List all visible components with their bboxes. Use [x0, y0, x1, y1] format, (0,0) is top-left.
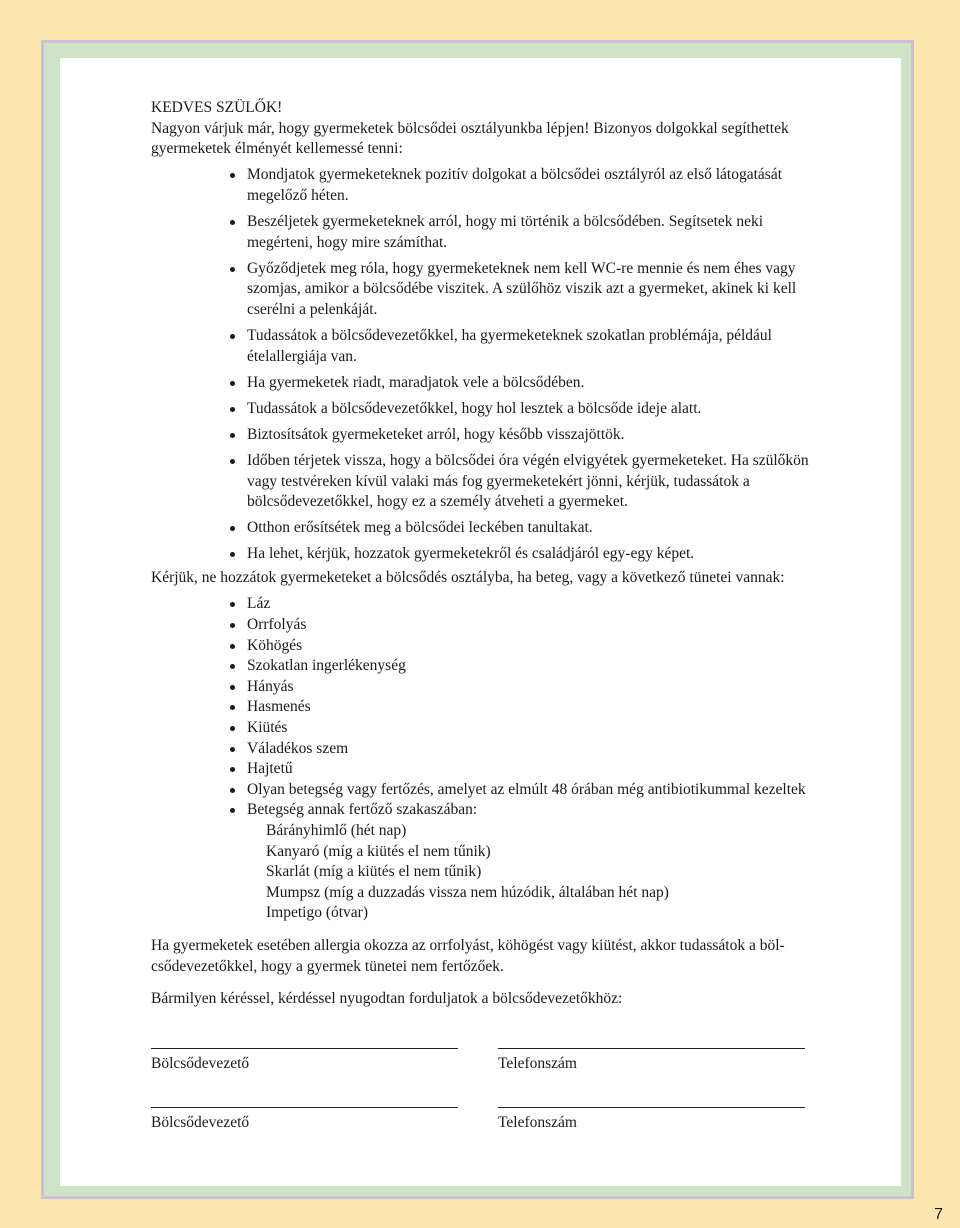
list-item: Ha lehet, kérjük, hozzatok gyermeketekről és családjáról egy-egy képet.	[151, 544, 811, 565]
list-item: Hasmenés	[151, 697, 811, 718]
list-item: Skarlát (míg a kiütés el nem tűnik)	[266, 863, 482, 881]
list-item: Győződjetek meg róla, hogy gyermeketeknek nem kell WC-re mennie és nem éhes vagy szomjas, amikor a bölcsődébe viszitek. A szülőhöz viszik azt a gyermeket, akinek ki kell cserélni a pelenkáját.	[151, 259, 811, 321]
list-item: Bárányhimlő (hét nap)	[266, 822, 407, 839]
supervisor-label: Bölcsődevezető	[151, 1114, 250, 1131]
phone-label: Telefonszám	[498, 1055, 577, 1072]
contagious-diseases-list	[151, 821, 811, 924]
allergy-note: Ha gyermeketek esetében allergia okozza az orrfolyást, köhögést vagy kiütést, akkor tudassátok a bölcsődevezetőkkel, hogy a gyermek tünetei nem fertőzőek.	[151, 936, 785, 975]
list-item: Hányás	[151, 677, 811, 698]
tips-list	[151, 165, 811, 565]
list-item: Tudassátok a bölcsődevezetőkkel, ha gyermeketeknek szokatlan problémája, például ételallergiája van.	[151, 326, 811, 367]
list-item: Olyan betegség vagy fertőzés, amelyet az elmúlt 48 órában még antibiotikummal kezeltek	[151, 780, 811, 801]
contact-note: Bármilyen kéréssel, kérdéssel nyugodtan forduljatok a bölcsődevezetőkhöz:	[151, 990, 623, 1008]
list-item: Kanyaró (míg a kiütés el nem tűnik)	[266, 842, 491, 860]
intro-paragraph: Nagyon várjuk már, hogy gyermeketek bölcsődei osztályunkba lépjen! Bizonyos dolgokkal segíthettek gyermeketek élményét kellemessé tenni:	[151, 119, 789, 158]
symptoms-list	[151, 594, 811, 821]
list-item: Váladékos szem	[151, 739, 811, 760]
list-item: Ha gyermeketek riadt, maradjatok vele a bölcsődében.	[151, 373, 811, 394]
phone-label: Telefonszám	[498, 1114, 577, 1131]
list-item: Szokatlan ingerlékenység	[151, 656, 811, 677]
list-item: Köhögés	[151, 636, 811, 657]
phone-signature-line[interactable]	[498, 1048, 805, 1073]
list-item: Kiütés	[151, 718, 811, 739]
list-item: Tudassátok a bölcsődevezetőkkel, hogy hol lesztek a bölcsőde ideje alatt.	[151, 399, 811, 420]
list-item: Mumpsz (míg a duzzadás vissza nem húzódik, általában hét nap)	[266, 883, 669, 901]
list-item: Betegség annak fertőző szakaszában:	[151, 800, 811, 821]
list-item: Impetigo (ótvar)	[266, 904, 369, 922]
list-item: Láz	[151, 594, 811, 615]
list-item: Otthon erősítsétek meg a bölcsődei leckében tanultakat.	[151, 518, 811, 539]
list-item: Biztosítsátok gyermeketeket arról, hogy később visszajöttök.	[151, 425, 811, 446]
list-item: Mondjatok gyermeketeknek pozitív dolgokat a bölcsődei osztályról az első látogatását megelőző héten.	[151, 165, 811, 206]
list-item: Időben térjetek vissza, hogy a bölcsődei óra végén elvigyétek gyermeketeket. Ha szülőkön vagy testvéreken kívül valaki más fog gyermeketekért jönni, kérjük, tudassátok a bölcsődevezetőkkel, hogy ez a személy átveheti a gyermeket.	[151, 451, 811, 513]
supervisor-signature-line[interactable]	[151, 1107, 458, 1132]
phone-signature-line[interactable]	[498, 1107, 805, 1132]
sick-intro-paragraph: Kérjük, ne hozzátok gyermeketeket a bölcsődés osztályba, ha beteg, vagy a következő tünetei vannak:	[151, 568, 785, 586]
page-number: 7	[934, 1206, 943, 1223]
list-item: Orrfolyás	[151, 615, 811, 636]
list-item: Beszéljetek gyermeketeknek arról, hogy mi történik a bölcsődében. Segítsetek neki megérteni, hogy mire számíthat.	[151, 212, 811, 253]
supervisor-signature-line[interactable]	[151, 1048, 458, 1073]
letter-body	[151, 98, 811, 1010]
supervisor-label: Bölcsődevezető	[151, 1055, 250, 1072]
letter-heading: KEDVES SZÜLŐK!	[151, 99, 283, 116]
list-item: Hajtetű	[151, 759, 811, 780]
